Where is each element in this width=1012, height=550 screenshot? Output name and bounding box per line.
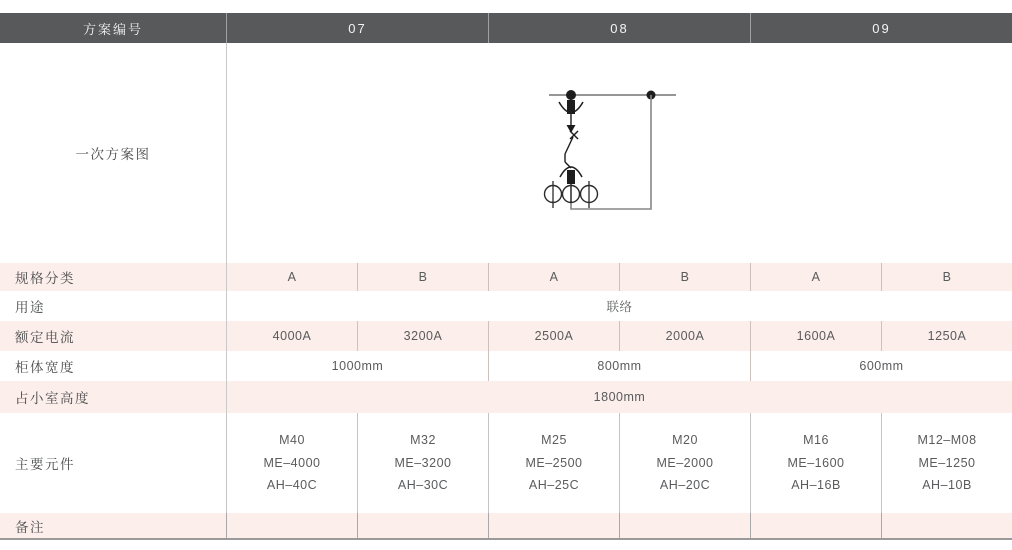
tie-loop-line — [571, 95, 651, 209]
components-08a: M25 ME–2500 AH–25C — [488, 413, 619, 513]
remarks-09b — [881, 513, 1012, 538]
remarks-row — [0, 513, 1012, 538]
spec-class-row — [0, 263, 1012, 291]
components-07b: M32 ME–3200 AH–30C — [357, 413, 488, 513]
components-07a: M40 ME–4000 AH–40C — [226, 413, 357, 513]
remarks-08b — [619, 513, 750, 538]
height-value: 1800mm — [226, 381, 1012, 413]
spec-08b: B — [619, 263, 750, 291]
row-label: 备注 — [15, 519, 45, 535]
row-label: 主要元件 — [15, 457, 75, 472]
cabinet-width-row — [0, 351, 1012, 381]
components-09b: M12–M08 ME–1250 AH–10B — [881, 413, 1012, 513]
spec-07b: B — [357, 263, 488, 291]
row-label: 占小室高度 — [15, 391, 90, 406]
scheme-spec-table — [0, 13, 1012, 540]
header-scheme-07: 07 — [226, 13, 488, 43]
width-08: 800mm — [488, 351, 750, 381]
drawout-contact-upper-icon — [559, 95, 583, 114]
primary-diagram-row — [0, 43, 1012, 263]
row-label: 用途 — [15, 300, 45, 315]
main-components-row — [0, 413, 1012, 513]
remarks-08a — [488, 513, 619, 538]
current-08a: 2500A — [488, 321, 619, 351]
row-label: 规格分类 — [15, 271, 75, 286]
remarks-07b — [357, 513, 488, 538]
spec-09b: B — [881, 263, 1012, 291]
components-08b: M20 ME–2000 AH–20C — [619, 413, 750, 513]
diagram-row-label: 一次方案图 — [75, 147, 151, 162]
usage-value: 联络 — [226, 291, 1012, 321]
spec-07a: A — [226, 263, 357, 291]
usage-row — [0, 291, 1012, 321]
compartment-height-row — [0, 381, 1012, 413]
table-header-row — [0, 13, 1012, 43]
header-scheme-09: 09 — [750, 13, 1012, 43]
row-label: 额定电流 — [15, 330, 75, 345]
header-scheme-number: 方案编号 — [82, 21, 143, 37]
remarks-07a — [226, 513, 357, 538]
circuit-breaker-icon — [565, 114, 578, 168]
current-09a: 1600A — [750, 321, 881, 351]
current-09b: 1250A — [881, 321, 1012, 351]
width-09: 600mm — [750, 351, 1012, 381]
remarks-09a — [750, 513, 881, 538]
header-scheme-08: 08 — [488, 13, 750, 43]
width-07: 1000mm — [226, 351, 488, 381]
row-label: 柜体宽度 — [15, 360, 75, 375]
spec-08a: A — [488, 263, 619, 291]
current-07a: 4000A — [226, 321, 357, 351]
current-07b: 3200A — [357, 321, 488, 351]
single-line-diagram — [227, 43, 1012, 263]
rated-current-row — [0, 321, 1012, 351]
components-09a: M16 ME–1600 AH–16B — [750, 413, 881, 513]
current-08b: 2000A — [619, 321, 750, 351]
spec-09a: A — [750, 263, 881, 291]
diagram-cell — [226, 43, 1012, 263]
